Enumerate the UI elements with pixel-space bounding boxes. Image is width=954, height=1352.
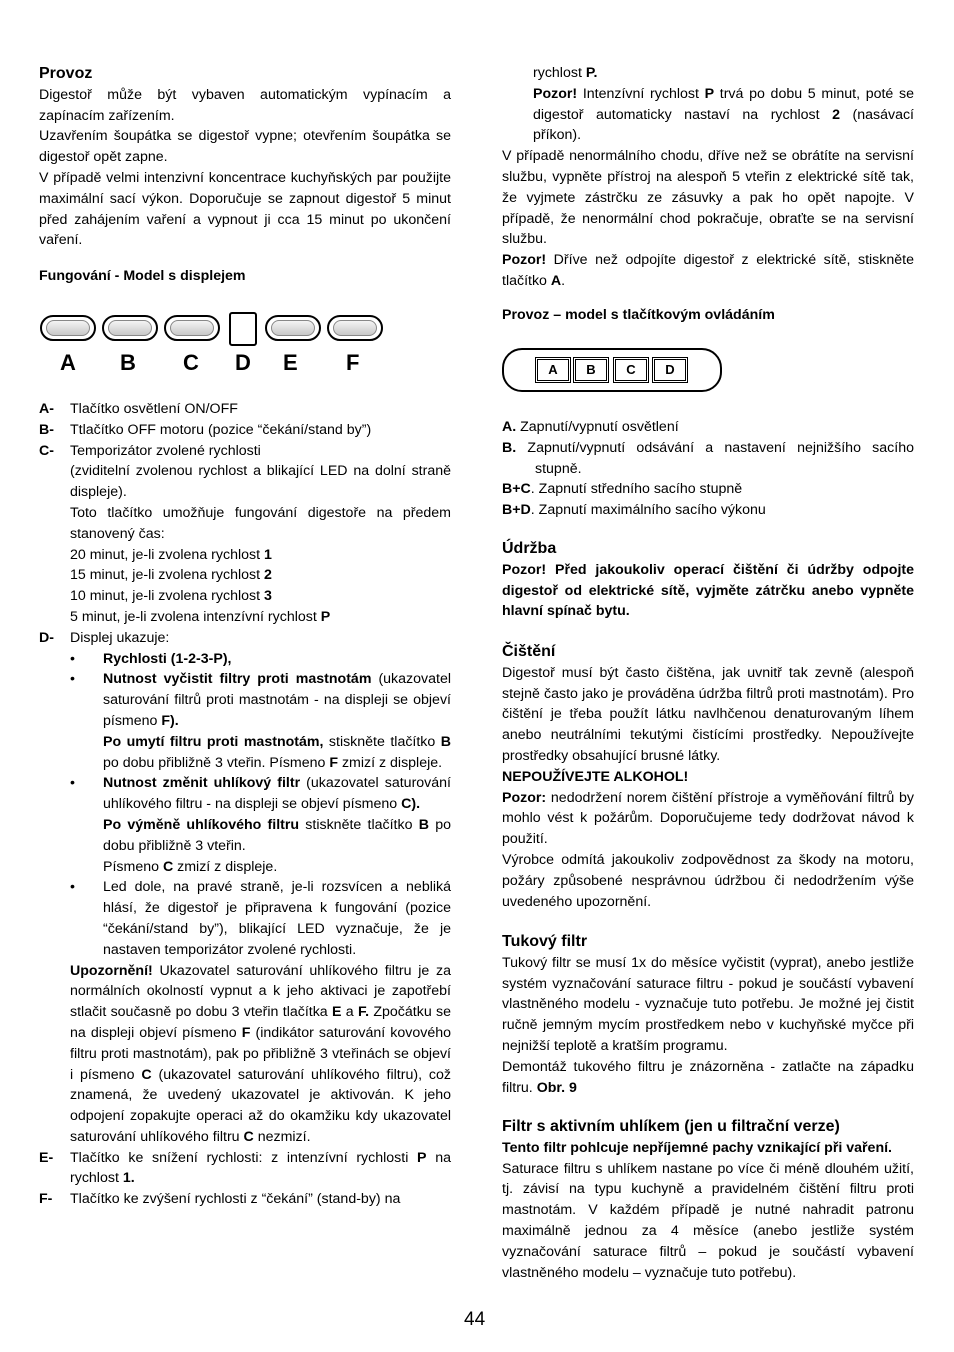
- timer-10: 10 minut, je-li zvolena rychlost 3: [70, 588, 272, 605]
- tukovy-heading: Tukový filtr: [502, 933, 588, 950]
- panel-label-b: B: [120, 350, 136, 375]
- udrzba-heading: Údržba: [502, 540, 557, 557]
- d-bullet-grease-cont: Po umytí filtru proti mastnotám, stiskněte tlačítko B po dobu přibližně 3 vteřin. Písmeno F zmizí z displeje.: [103, 733, 451, 771]
- display-model-heading: Fungování - Model s displejem: [39, 268, 246, 284]
- panel-button-f: [327, 315, 383, 341]
- tukovy-p2: Demontáž tukového filtru je znázorněna - zatlačte na západku filtru. Obr. 9: [502, 1058, 914, 1096]
- item-c-sub1: (zviditelní zvolenou rychlost a blikající LED na dolní straně displeje).: [70, 463, 451, 501]
- panel-label-d: D: [235, 350, 251, 375]
- f-continuation: rychlost P.: [533, 65, 598, 81]
- item-c-sub2: Toto tlačítko umožňuje fungování digestoře na předem stanovený čas:: [70, 504, 451, 542]
- d-bullet-led: • Led dole, na pravé straně, je-li rozsvícen a nebliká hlásí, že digestoř je připravena k fungování (pozice “čekání/stand by”), blikající LED vyznačuje, že je nastaven temporizátor zvolené rychlosti.: [70, 879, 451, 958]
- panel-label-a: A: [60, 350, 76, 375]
- cisteni-p3: Pozor: nedodržení norem čištění přístroje a vyměňování filtrů by mohlo vést k požárům. Doporučujeme tedy dodržovat návod k použití.: [502, 789, 914, 848]
- d-bullet-carbon-cont: Po výměně uhlíkového filtru stiskněte tlačítko B po dobu přibližně 3 vteřin.: [103, 816, 451, 854]
- item-d: D- Displej ukazuje:: [39, 629, 170, 646]
- panel-key-a: A: [535, 357, 571, 383]
- panel-label-e: E: [283, 350, 298, 375]
- d-bullet-carbon: • Nutnost změnit uhlíkový filtr (ukazovatel saturování uhlíkového filtru - na displeji se objeví písmeno C).: [70, 775, 452, 813]
- cisteni-p2: NEPOUŽÍVEJTE ALKOHOL!: [502, 768, 689, 785]
- item-b: B- Ttlačítko OFF motoru (pozice “čekání/stand by”): [39, 421, 372, 438]
- cisteni-heading: Čištění: [502, 643, 556, 660]
- provoz-p1: Digestoř může být vybaven automatickým vypínacím a zapínacím zařízením.: [39, 86, 451, 124]
- panel-key-b: B: [573, 357, 609, 383]
- tukovy-section: [502, 932, 914, 1098]
- display-items: [39, 399, 451, 1210]
- warning-note: Upozornění! Ukazovatel saturování uhlíkového filtru je za normálních okolností vypnut a k jeho aktivaci je zapotřebí stlačit současně po dobu 3 vteřin tlačítka E a F. Zpočátku se na displeji objeví písmeno F (indikátor saturování kovového filtru proti mastnotám), pak po přibližně 3 vteřinách se objeví i písmeno C (ukazovatel saturování uhlíkového filtru), což znamená, že uvedený ukazovatel je aktivován. K jeho odpojení zopakujte operaci až do okamžiku kdy ukazovatel saturování uhlíkového filtru C nezmizí.: [70, 962, 451, 1145]
- button-item-bc: B+C. Zapnutí středního sacího stupně: [502, 481, 743, 498]
- button-item-b: B. Zapnutí/vypnutí odsávání a nastavení nejnižšího sacího stupně.: [502, 439, 914, 477]
- abnormal-operation: V případě nenormálního chodu, dříve než se obrátíte na servisní službu, vypněte přístroj na alespoň 5 vteřin z elektrické sítě tak, že vyjmete zástrčku ze zásuvky a pak ho opět napojte. V případě, že nenormální chod pokračuje, obraťte se na servisní službu.: [502, 148, 914, 248]
- provoz-p3: V případě velmi intenzivní koncentrace kuchyňských par použijte maximální sací výkon. Doporučuje se zapnout digestoř 5 minut před zahájením vaření a vypnout ji cca 15 minut po ukončení vaření.: [39, 169, 451, 249]
- udrzba-section: [502, 539, 914, 622]
- panel-label-f: F: [346, 350, 360, 375]
- panel-button-e: [265, 315, 321, 341]
- pozor-disconnect: Pozor! Dříve než odpojíte digestoř z elektrické sítě, stiskněte tlačítko A.: [502, 252, 914, 289]
- timer-15: 15 minut, je-li zvolena rychlost 2: [70, 567, 272, 584]
- d-bullet-carbon-cont2: Písmeno C zmizí z displeje.: [103, 858, 278, 875]
- panel-display-d: [229, 312, 257, 346]
- panel-button-a: [40, 315, 96, 341]
- provoz-p2: Uzavřením šoupátka se digestoř vypne; otevřením šoupátka se digestoř opět zapne.: [39, 128, 451, 166]
- panel-button-c: [164, 315, 220, 341]
- cisteni-p1: Digestoř musí být často čištěna, jak uvnitř tak zevně (alespoň stejně často jako je prováděna údržba filtrů proti mastnotám). Pro čištění je třeba použít látku navlhčenou denaturovaným líhem anebo neutrálními tekutými čistícími prostředky. Nepoužívejte prostředky obsahující brusné látky.: [502, 664, 914, 764]
- item-c: C- Temporizátor zvolené rychlosti: [39, 442, 261, 459]
- uhlik-section: [502, 1117, 914, 1283]
- item-f: F- Tlačítko ke zvýšení rychlosti z “čekání” (stand-by) na: [39, 1191, 401, 1208]
- cisteni-p4: Výrobce odmítá jakoukoliv zodpovědnost za škody na motoru, požáry způsobené nesprávnou údržbou či nedodržením výše uvedeného upozornění.: [502, 851, 914, 910]
- panel-button-b: [102, 315, 158, 341]
- panel-key-d: D: [652, 357, 688, 383]
- panel-label-c: C: [183, 350, 199, 375]
- page-number: 44: [464, 1309, 486, 1330]
- uhlik-heading: Filtr s aktivním uhlíkem (jen u filtrační verze): [502, 1118, 840, 1135]
- button-item-a: A. Zapnutí/vypnutí osvětlení: [502, 419, 679, 435]
- cisteni-section: [502, 642, 914, 912]
- timer-5: 5 minut, je-li zvolena intenzívní rychlost P: [70, 608, 331, 625]
- item-a: A- Tlačítko osvětlení ON/OFF: [39, 401, 238, 417]
- provoz-heading: Provoz: [39, 65, 93, 82]
- button-items: [502, 417, 914, 521]
- pozor-intense: Pozor! Intenzívní rychlost P trvá po dobu 5 minut, poté se digestoř automaticky nastaví na rychlost 2 (nasávací příkon).: [533, 85, 914, 144]
- right-top-block: [502, 63, 914, 292]
- udrzba-text: Pozor! Před jakoukoliv operací čištění či údržby odpojte digestoř od elektrické sítě, vyjměte zátrčku anebo vypněte hlavní spínač bytu.: [502, 561, 914, 620]
- provoz-section: [39, 64, 451, 251]
- timer-20: 20 minut, je-li zvolena rychlost 1: [70, 546, 272, 563]
- button-model-heading: Provoz – model s tlačítkovým ovládáním: [502, 307, 775, 323]
- item-e: E- Tlačítko ke snížení rychlosti: z intenzívní rychlosti P na rychlost 1.: [39, 1149, 451, 1187]
- uhlik-p1: Tento filtr pohlcuje nepříjemné pachy vznikající při vaření.: [502, 1139, 892, 1156]
- d-bullet-speeds: • Rychlosti (1-2-3-P),: [70, 650, 232, 667]
- display-panel-diagram: [39, 312, 451, 382]
- d-bullet-grease: • Nutnost vyčistit filtry proti mastnotám (ukazovatel saturování filtrů proti mastnotám - na displeji se objeví písmeno F).: [70, 671, 451, 729]
- button-item-bd: B+D. Zapnutí maximálního sacího výkonu: [502, 502, 766, 519]
- button-panel-diagram: [502, 348, 722, 392]
- tukovy-p1: Tukový filtr se musí 1x do měsíce vyčistit (vyprat), anebo jestliže systém vyznačování saturace filtru - pokud je součástí vybavení vlastněného modelu - vyznačuje tuto potřebu. Je možné jej čistit ručně jemným mycím prostředkem nebo v kuchyňské myčce při nejnižší teplotě a kratším programu.: [502, 954, 914, 1054]
- uhlik-p2: Saturace filtru s uhlíkem nastane po více či méně dlouhém užití, tj. závisí na typu kuchyně a pravidelném čištění filtru proti mastnotám. V každém případě je nutné nahradit patronu maximálně jednou za 4 měsíce (anebo jestliže systém vyznačování saturace filtrů – pokud je součástí vybavení vlastněného modelu – vyznačuje tuto potřebu).: [502, 1160, 914, 1281]
- panel-key-c: C: [613, 357, 649, 383]
